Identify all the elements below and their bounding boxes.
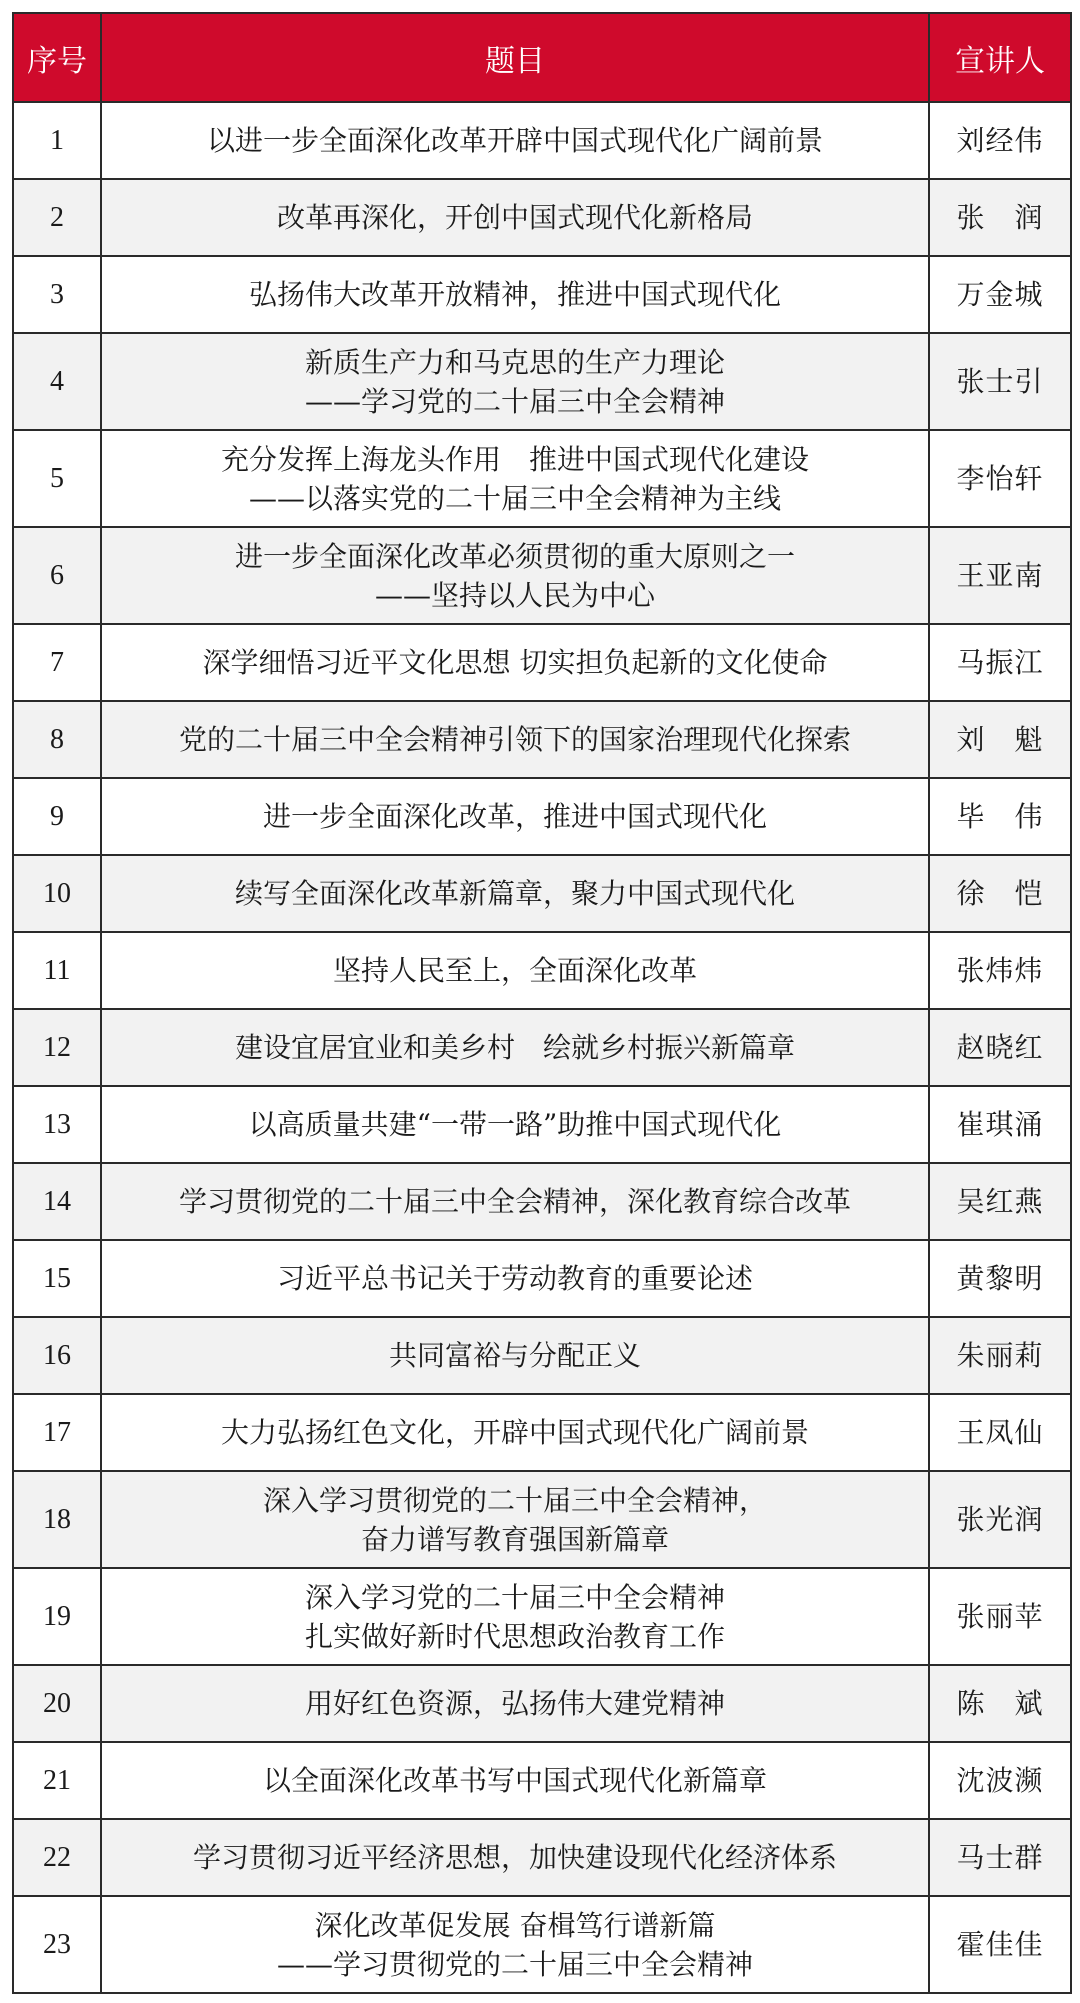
table-row bbox=[13, 1568, 1071, 1665]
row-title bbox=[101, 527, 929, 624]
title-line: 以进一步全面深化改革开辟中国式现代化广阔前景 bbox=[206, 124, 823, 157]
row-title bbox=[101, 778, 929, 855]
header-number: 序号 bbox=[13, 13, 101, 102]
title-line: ——坚持以人民为中心 bbox=[374, 578, 655, 612]
title-line: 新质生产力和马克思的生产力理论 bbox=[304, 345, 725, 379]
table-row bbox=[13, 1317, 1071, 1394]
title-line: 续写全面深化改革新篇章，聚力中国式现代化 bbox=[234, 877, 795, 910]
row-number: 15 bbox=[13, 1240, 101, 1317]
title-line: 党的二十届三中全会精神引领下的国家治理现代化探索 bbox=[178, 723, 851, 756]
table-row bbox=[13, 624, 1071, 701]
row-title bbox=[101, 1568, 929, 1665]
row-number: 21 bbox=[13, 1742, 101, 1819]
table-row bbox=[13, 1163, 1071, 1240]
row-speaker: 崔琪涌 bbox=[929, 1086, 1071, 1163]
table-row bbox=[13, 1819, 1071, 1896]
table-row bbox=[13, 333, 1071, 430]
title-line: ——学习贯彻党的二十届三中全会精神 bbox=[276, 1947, 753, 1981]
table-row bbox=[13, 932, 1071, 1009]
row-number: 8 bbox=[13, 701, 101, 778]
title-line: 深入学习党的二十届三中全会精神 bbox=[304, 1580, 725, 1614]
row-number: 10 bbox=[13, 855, 101, 932]
title-line: 学习贯彻习近平经济思想，加快建设现代化经济体系 bbox=[192, 1841, 837, 1874]
row-title bbox=[101, 1471, 929, 1568]
table-row bbox=[13, 1665, 1071, 1742]
row-speaker: 毕 伟 bbox=[929, 778, 1071, 855]
row-speaker: 张光润 bbox=[929, 1471, 1071, 1568]
row-number: 18 bbox=[13, 1471, 101, 1568]
title-line: 弘扬伟大改革开放精神，推进中国式现代化 bbox=[248, 278, 781, 311]
row-title bbox=[101, 1240, 929, 1317]
row-title bbox=[101, 1086, 929, 1163]
row-title bbox=[101, 624, 929, 701]
table-row bbox=[13, 778, 1071, 855]
title-line: 学习贯彻党的二十届三中全会精神，深化教育综合改革 bbox=[178, 1185, 851, 1218]
row-speaker: 刘 魁 bbox=[929, 701, 1071, 778]
table-row bbox=[13, 179, 1071, 256]
title-line: 进一步全面深化改革，推进中国式现代化 bbox=[262, 800, 767, 833]
title-line: 深学细悟习近平文化思想 切实担负起新的文化使命 bbox=[202, 646, 828, 679]
row-title bbox=[101, 430, 929, 527]
row-number: 7 bbox=[13, 624, 101, 701]
row-title bbox=[101, 932, 929, 1009]
table-row bbox=[13, 1896, 1071, 1993]
title-line: ——学习党的二十届三中全会精神 bbox=[304, 384, 725, 418]
row-number: 11 bbox=[13, 932, 101, 1009]
row-speaker: 霍佳佳 bbox=[929, 1896, 1071, 1993]
row-number: 20 bbox=[13, 1665, 101, 1742]
table-row bbox=[13, 701, 1071, 778]
row-number: 22 bbox=[13, 1819, 101, 1896]
row-speaker: 赵晓红 bbox=[929, 1009, 1071, 1086]
row-speaker: 吴红燕 bbox=[929, 1163, 1071, 1240]
row-number: 13 bbox=[13, 1086, 101, 1163]
row-speaker: 朱丽莉 bbox=[929, 1317, 1071, 1394]
row-title bbox=[101, 333, 929, 430]
title-line: 共同富裕与分配正义 bbox=[388, 1339, 641, 1372]
table-row bbox=[13, 1009, 1071, 1086]
table-row bbox=[13, 256, 1071, 333]
row-speaker: 张丽苹 bbox=[929, 1568, 1071, 1665]
row-speaker: 黄黎明 bbox=[929, 1240, 1071, 1317]
title-line: 大力弘扬红色文化，开辟中国式现代化广阔前景 bbox=[220, 1416, 809, 1449]
title-line: 充分发挥上海龙头作用 推进中国式现代化建设 bbox=[220, 442, 809, 476]
header-speaker: 宣讲人 bbox=[929, 13, 1071, 102]
row-title bbox=[101, 1317, 929, 1394]
table-row bbox=[13, 1086, 1071, 1163]
lecture-topics-table bbox=[12, 12, 1072, 1994]
row-title bbox=[101, 256, 929, 333]
title-line: 以全面深化改革书写中国式现代化新篇章 bbox=[262, 1764, 767, 1797]
row-title bbox=[101, 1819, 929, 1896]
title-line: 以高质量共建“一带一路”助推中国式现代化 bbox=[248, 1108, 782, 1141]
row-speaker: 王亚南 bbox=[929, 527, 1071, 624]
table-row bbox=[13, 1742, 1071, 1819]
row-number: 16 bbox=[13, 1317, 101, 1394]
title-line: ——以落实党的二十届三中全会精神为主线 bbox=[248, 481, 781, 515]
header-title: 题目 bbox=[101, 13, 929, 102]
row-title bbox=[101, 102, 929, 179]
table-row bbox=[13, 1240, 1071, 1317]
title-line: 用好红色资源，弘扬伟大建党精神 bbox=[304, 1687, 725, 1720]
table-row bbox=[13, 855, 1071, 932]
title-line: 习近平总书记关于劳动教育的重要论述 bbox=[276, 1262, 753, 1295]
row-speaker: 万金城 bbox=[929, 256, 1071, 333]
table-header-row bbox=[13, 13, 1071, 102]
row-title bbox=[101, 1009, 929, 1086]
row-speaker: 徐 恺 bbox=[929, 855, 1071, 932]
row-title bbox=[101, 855, 929, 932]
row-number: 23 bbox=[13, 1896, 101, 1993]
title-line: 深化改革促发展 奋楫笃行谱新篇 bbox=[314, 1908, 716, 1942]
title-line: 进一步全面深化改革必须贯彻的重大原则之一 bbox=[234, 539, 795, 573]
row-title bbox=[101, 1394, 929, 1471]
row-title bbox=[101, 179, 929, 256]
row-speaker: 李怡轩 bbox=[929, 430, 1071, 527]
row-title bbox=[101, 1665, 929, 1742]
row-number: 1 bbox=[13, 102, 101, 179]
row-title bbox=[101, 1163, 929, 1240]
row-speaker: 沈波濒 bbox=[929, 1742, 1071, 1819]
table-row bbox=[13, 102, 1071, 179]
title-line: 深入学习贯彻党的二十届三中全会精神， bbox=[262, 1483, 767, 1517]
title-line: 扎实做好新时代思想政治教育工作 bbox=[304, 1619, 725, 1653]
row-speaker: 马士群 bbox=[929, 1819, 1071, 1896]
row-title bbox=[101, 701, 929, 778]
row-speaker: 张炜炜 bbox=[929, 932, 1071, 1009]
row-number: 17 bbox=[13, 1394, 101, 1471]
row-number: 3 bbox=[13, 256, 101, 333]
row-speaker: 陈 斌 bbox=[929, 1665, 1071, 1742]
title-line: 奋力谱写教育强国新篇章 bbox=[360, 1522, 669, 1556]
title-line: 坚持人民至上，全面深化改革 bbox=[332, 954, 697, 987]
row-number: 5 bbox=[13, 430, 101, 527]
row-number: 14 bbox=[13, 1163, 101, 1240]
table-row bbox=[13, 527, 1071, 624]
row-number: 19 bbox=[13, 1568, 101, 1665]
title-line: 改革再深化，开创中国式现代化新格局 bbox=[276, 201, 753, 234]
row-number: 9 bbox=[13, 778, 101, 855]
row-title bbox=[101, 1742, 929, 1819]
row-number: 6 bbox=[13, 527, 101, 624]
title-line: 建设宜居宜业和美乡村 绘就乡村振兴新篇章 bbox=[234, 1031, 795, 1064]
row-number: 12 bbox=[13, 1009, 101, 1086]
row-speaker: 王凤仙 bbox=[929, 1394, 1071, 1471]
row-title bbox=[101, 1896, 929, 1993]
row-speaker: 马振江 bbox=[929, 624, 1071, 701]
table-row bbox=[13, 1471, 1071, 1568]
table-row bbox=[13, 1394, 1071, 1471]
row-speaker: 张 润 bbox=[929, 179, 1071, 256]
row-speaker: 张士引 bbox=[929, 333, 1071, 430]
row-speaker: 刘经伟 bbox=[929, 102, 1071, 179]
row-number: 4 bbox=[13, 333, 101, 430]
table-row bbox=[13, 430, 1071, 527]
row-number: 2 bbox=[13, 179, 101, 256]
